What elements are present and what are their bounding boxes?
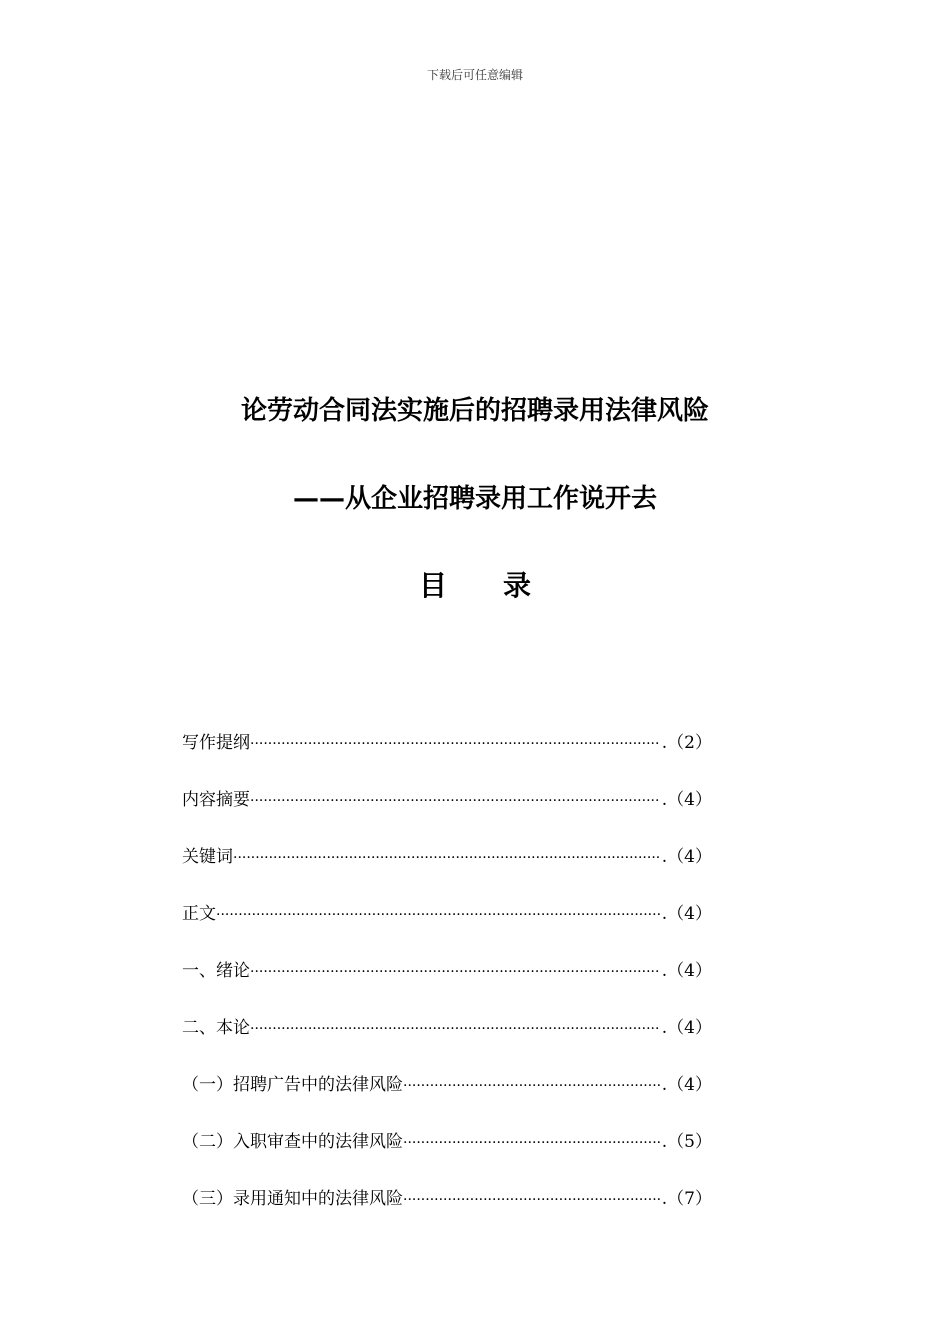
toc-entry-label: 写作提纲 — [182, 733, 250, 753]
toc-entry-label: 一、绪论 — [182, 961, 250, 981]
toc-entry-page: .（2） — [661, 733, 712, 753]
toc-entry[interactable] — [182, 956, 712, 1013]
toc-leader-dots — [216, 907, 660, 923]
toc-entry-label: 二、本论 — [182, 1018, 250, 1038]
toc-entry-page: .（4） — [661, 904, 712, 924]
toc-entry-label: 正文 — [182, 904, 216, 924]
toc-leader-dots — [250, 736, 660, 752]
toc-heading: 目录 — [418, 569, 587, 602]
toc-leader-dots — [403, 1192, 660, 1208]
toc-entry-label: 关键词 — [182, 847, 233, 867]
toc-leader-dots — [403, 1135, 660, 1151]
toc-leader-dots — [250, 793, 660, 809]
toc-entry-page: .（4） — [661, 961, 712, 981]
toc-leader-dots — [233, 850, 660, 866]
document-title: 论劳动合同法实施后的招聘录用法律风险 — [240, 396, 709, 426]
document-subtitle: ——从企业招聘录用工作说开去 — [292, 484, 657, 514]
toc-leader-dots — [250, 964, 660, 980]
toc-entry-page: .（4） — [661, 1018, 712, 1038]
toc-entry[interactable] — [182, 1184, 712, 1241]
table-of-contents — [182, 728, 712, 1241]
toc-entry-page: .（4） — [661, 847, 712, 867]
toc-entry[interactable] — [182, 842, 712, 899]
toc-entry-label: 内容摘要 — [182, 790, 250, 810]
header-note: 下载后可任意编辑 — [426, 68, 523, 82]
toc-entry-page: .（7） — [661, 1189, 712, 1209]
toc-entry-label: （一）招聘广告中的法律风险 — [182, 1075, 403, 1095]
toc-entry[interactable] — [182, 899, 712, 956]
toc-leader-dots — [403, 1078, 660, 1094]
toc-entry-label: （三）录用通知中的法律风险 — [182, 1189, 403, 1209]
toc-entry[interactable] — [182, 1013, 712, 1070]
toc-entry-page: .（5） — [661, 1132, 712, 1152]
toc-entry[interactable] — [182, 1127, 712, 1184]
toc-leader-dots — [250, 1021, 660, 1037]
toc-entry-page: .（4） — [661, 790, 712, 810]
toc-entry[interactable] — [182, 1070, 712, 1127]
toc-entry-page: .（4） — [661, 1075, 712, 1095]
toc-entry[interactable] — [182, 728, 712, 785]
toc-entry-label: （二）入职审查中的法律风险 — [182, 1132, 403, 1152]
toc-entry[interactable] — [182, 785, 712, 842]
